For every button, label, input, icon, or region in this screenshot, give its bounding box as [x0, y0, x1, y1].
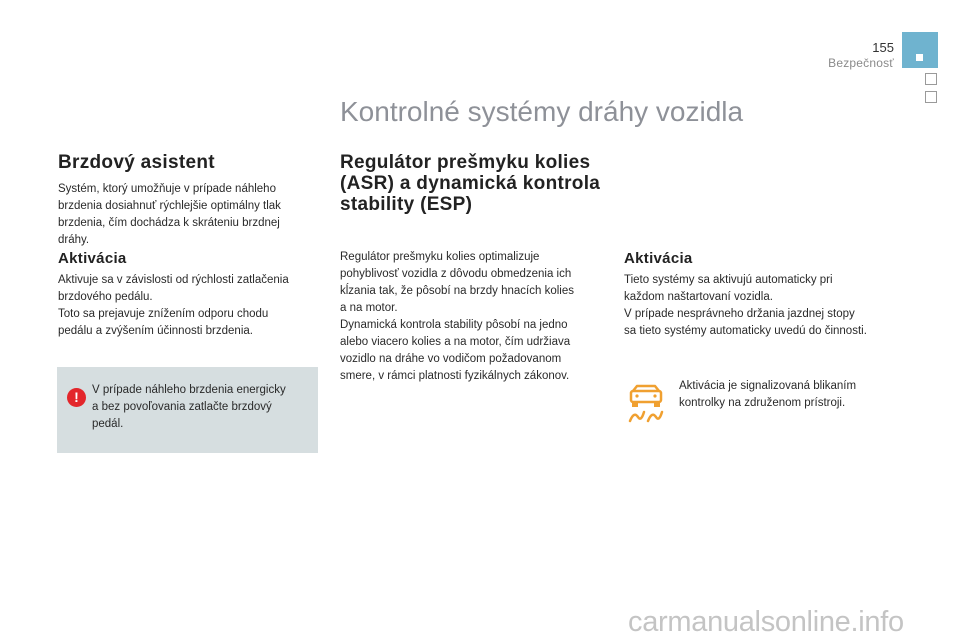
esp-indicator-text: Aktivácia je signalizovaná blikaním kontrolky na združenom prístroji. [679, 380, 857, 409]
asr-esp-heading: Regulátor prešmyku kolies (ASR) a dynamická kontrola stability (ESP) [340, 152, 601, 215]
esp-activation-heading: Aktivácia [624, 250, 693, 267]
esp-skid-icon [625, 383, 667, 425]
section-tab[interactable] [925, 91, 937, 103]
section-tab-active[interactable] [902, 32, 938, 68]
tab-marker-icon [916, 54, 923, 61]
warning-box [57, 367, 318, 453]
brake-assist-intro: Systém, ktorý umožňuje v prípade náhleho brzdenia dosiahnuť rýchlejšie optimálny tlak brzdenia, čím dochádza k skráteniu brzdnej dráhy. [58, 183, 281, 246]
esp-activation-text: Tieto systémy sa aktivujú automaticky pri každom naštartovaní vozidla. V prípade nesprávneho držania jazdnej stopy sa tieto systémy automaticky uvedú do činnosti. [624, 274, 867, 337]
watermark: carmanualsonline.info [628, 606, 904, 638]
brake-assist-heading: Brzdový asistent [58, 152, 215, 173]
section-name: Bezpečnosť [828, 56, 894, 70]
page-title: Kontrolné systémy dráhy vozidla [340, 96, 744, 127]
page-number: 155 [872, 40, 894, 55]
warning-text: V prípade náhleho brzdenia energicky a bez povoľovania zatlačte brzdový pedál. [92, 384, 286, 430]
asr-esp-text: Regulátor prešmyku kolies optimalizuje pohyblivosť vozidla z dôvodu obmedzenia ich kĺzania tak, že pôsobí na brzdy hnacích kolies a na motor. Dynamická kontrola stability pôsobí na jedno alebo viacero kolies a na motor, čím udržiava vozidlo na dráhe vo vodičom požadovanom smere, v rámci platnosti fyzikálnych zákonov. [340, 251, 574, 382]
brake-activation-heading: Aktivácia [58, 250, 127, 267]
brake-activation-text: Aktivuje sa v závislosti od rýchlosti zatlačenia brzdového pedálu. Toto sa prejavuje znížením odporu chodu pedálu a zvýšením účinnosti brzdenia. [58, 274, 289, 337]
warning-icon: ! [67, 388, 86, 407]
section-tab[interactable] [925, 73, 937, 85]
